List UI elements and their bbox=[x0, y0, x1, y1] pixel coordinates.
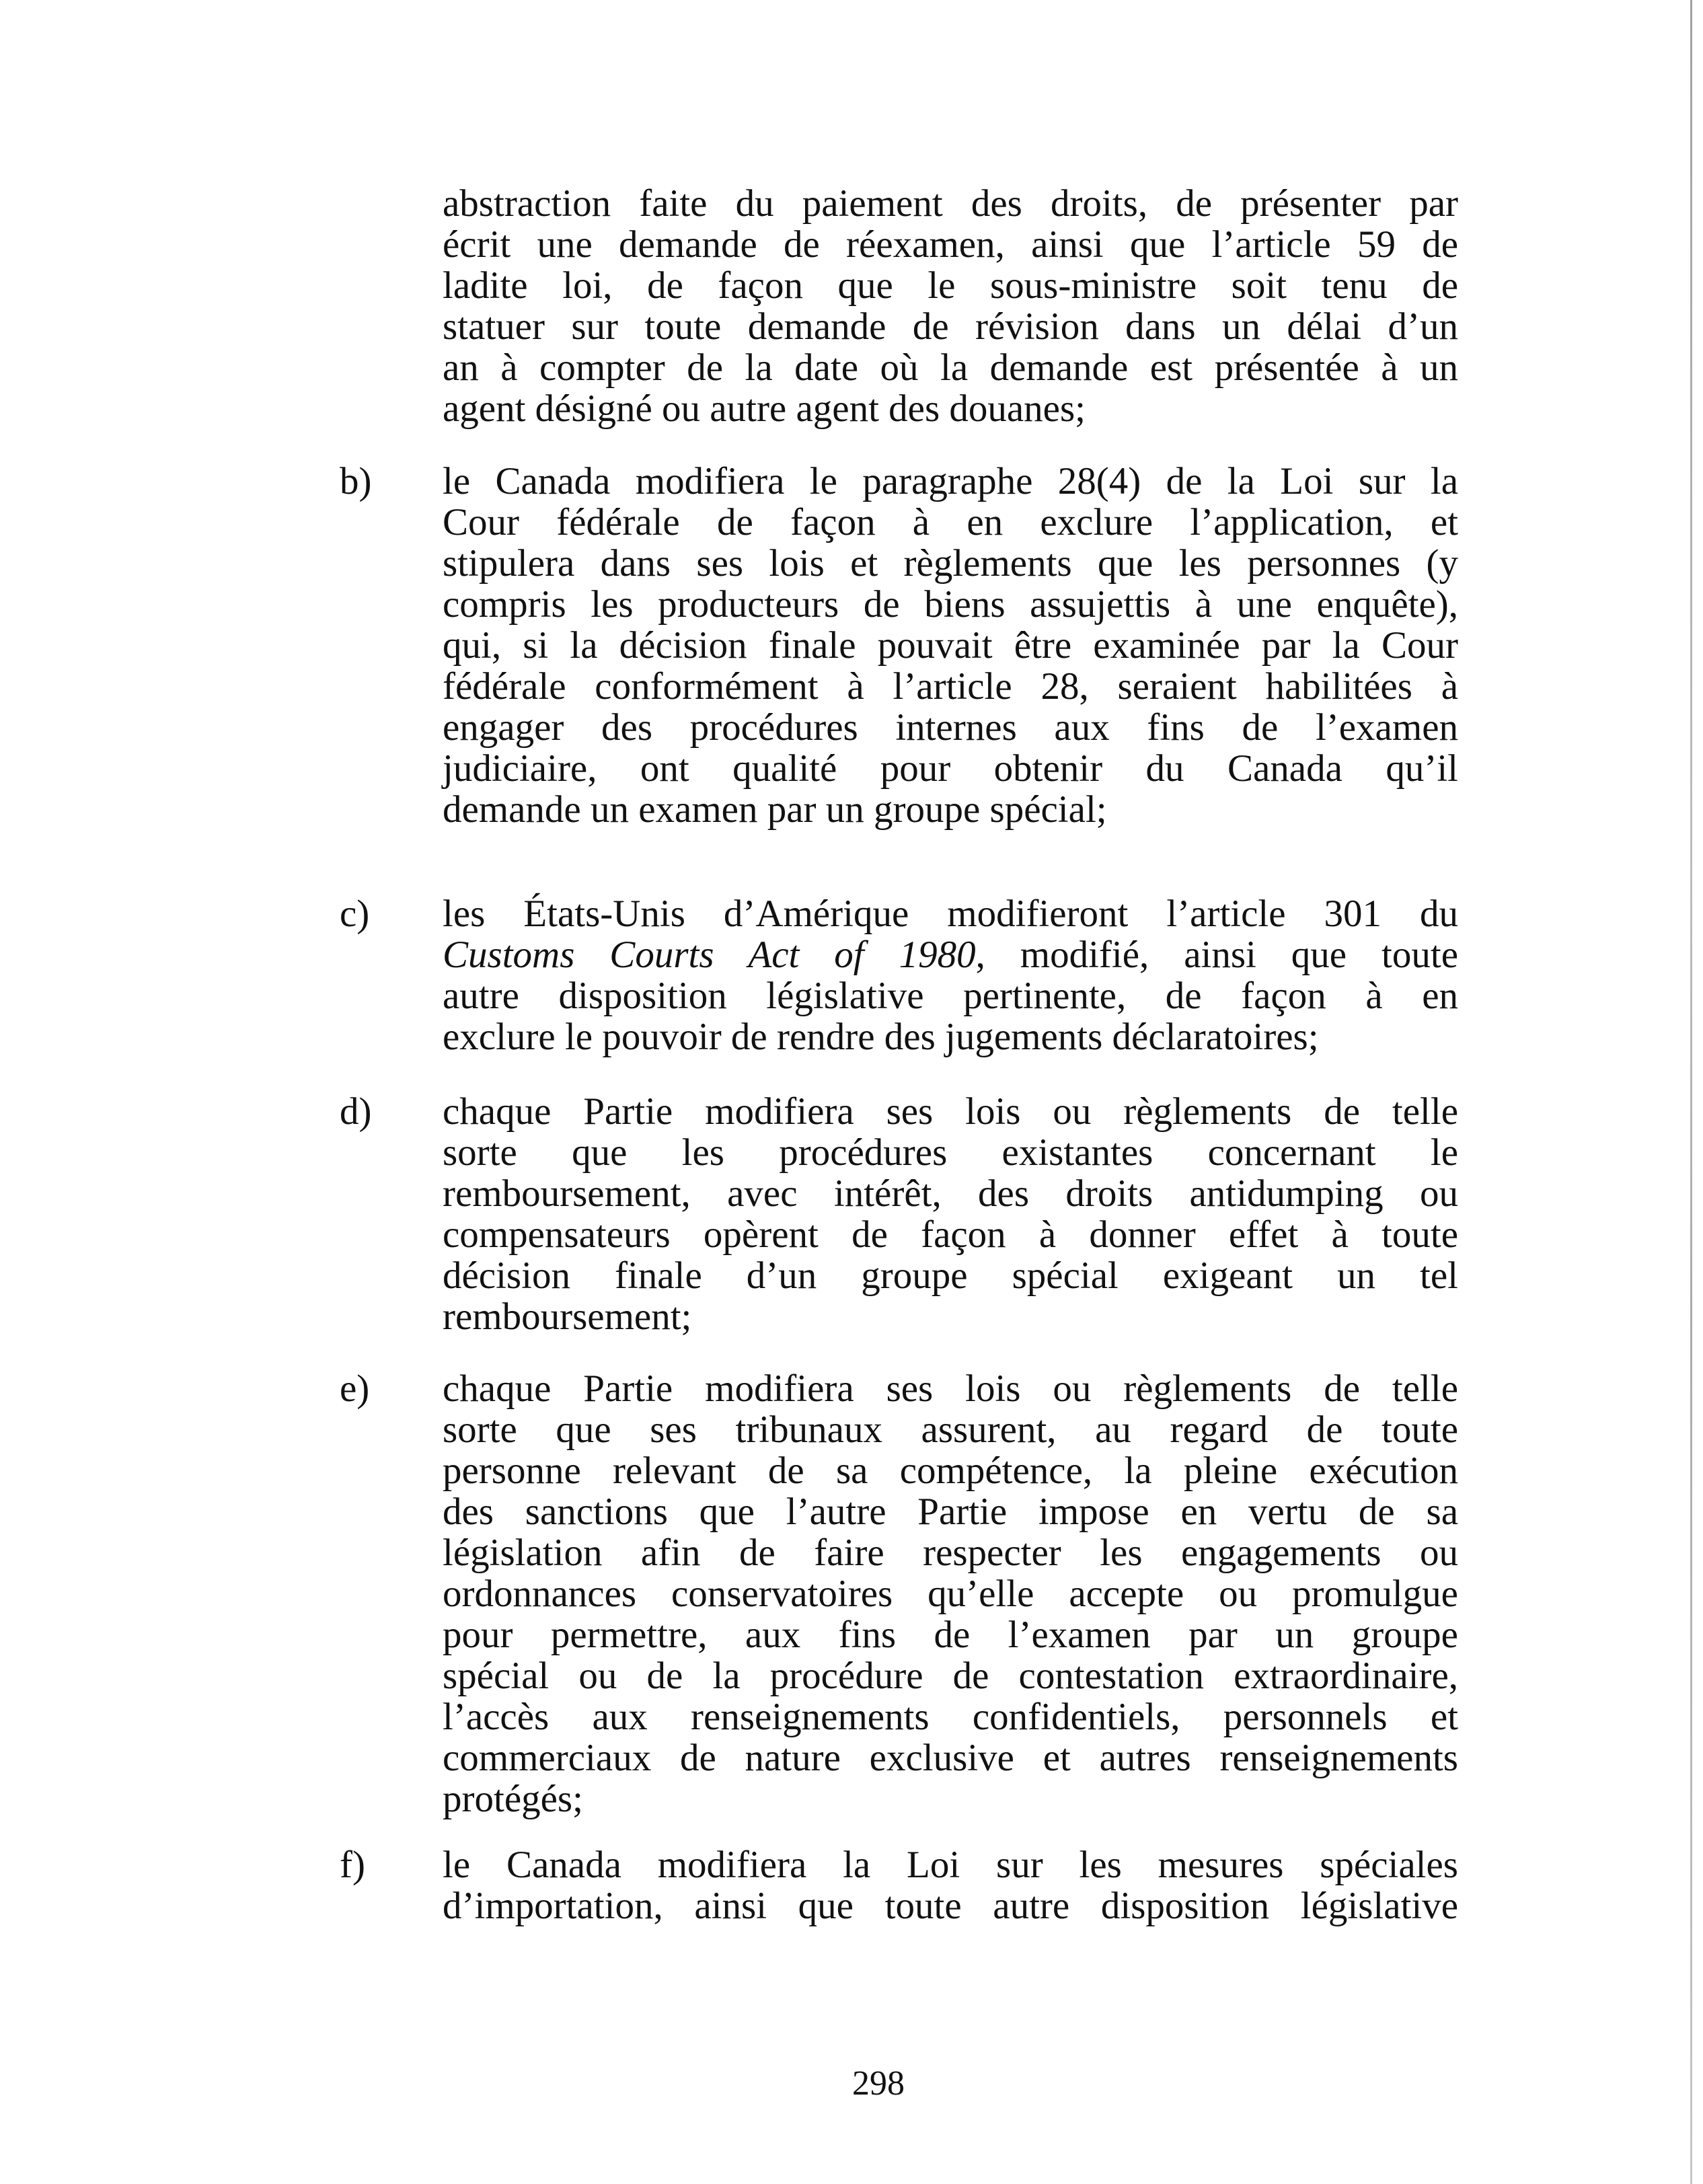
text-line: Cour fédérale de façon à en exclure l’application, et bbox=[443, 501, 1458, 543]
text-line: écrit une demande de réexamen, ainsi que l’article 59 de bbox=[443, 223, 1458, 266]
text-line: compensateurs opèrent de façon à donner effet à toute bbox=[443, 1213, 1458, 1256]
text-line: an à compter de la date où la demande est présentée à un bbox=[443, 346, 1458, 389]
item-label-c: c) bbox=[340, 893, 370, 935]
text-line: chaque Partie modifiera ses lois ou règlements de telle bbox=[443, 1367, 1458, 1410]
text-line: agent désigné ou autre agent des douanes; bbox=[443, 387, 1086, 430]
text-line: abstraction faite du paiement des droits, de présenter par bbox=[443, 182, 1458, 225]
text-line: ordonnances conservatoires qu’elle accepte ou promulgue bbox=[443, 1573, 1458, 1615]
text-line: l’accès aux renseignements confidentiels, personnels et bbox=[443, 1696, 1458, 1738]
text-line: exclure le pouvoir de rendre des jugements déclaratoires; bbox=[443, 1016, 1319, 1058]
text-line: sorte que ses tribunaux assurent, au regard de toute bbox=[443, 1408, 1458, 1451]
item-c-paragraph bbox=[443, 893, 1458, 1057]
intro-paragraph bbox=[443, 183, 1458, 429]
text-line: commerciaux de nature exclusive et autres renseignements bbox=[443, 1737, 1458, 1779]
text-line: pour permettre, aux fins de l’examen par un groupe bbox=[443, 1614, 1458, 1656]
item-d-paragraph bbox=[443, 1091, 1458, 1337]
page-number: 298 bbox=[852, 2064, 905, 2103]
item-label-d: d) bbox=[340, 1090, 372, 1133]
text-line: judiciaire, ont qualité pour obtenir du Canada qu’il bbox=[443, 747, 1458, 790]
text-line: remboursement; bbox=[443, 1295, 692, 1338]
text-line: stipulera dans ses lois et règlements que les personnes (y bbox=[443, 542, 1458, 585]
item-f-paragraph bbox=[443, 1844, 1458, 1926]
text-line: législation afin de faire respecter les engagements ou bbox=[443, 1532, 1458, 1574]
text-line: statuer sur toute demande de révision dans un délai d’un bbox=[443, 305, 1458, 348]
item-label-f: f) bbox=[340, 1844, 365, 1886]
text-line-with-italic bbox=[443, 934, 1458, 975]
text-line: personne relevant de sa compétence, la pleine exécution bbox=[443, 1449, 1458, 1492]
item-b-paragraph bbox=[443, 461, 1458, 830]
page-edge-shadow bbox=[1690, 0, 1692, 2184]
text-line: demande un examen par un groupe spécial; bbox=[443, 788, 1107, 831]
text-line: le Canada modifiera la Loi sur les mesures spéciales bbox=[443, 1844, 1458, 1886]
text-line: fédérale conformément à l’article 28, seraient habilitées à bbox=[443, 665, 1458, 708]
item-label-e: e) bbox=[340, 1367, 370, 1410]
text-line: d’importation, ainsi que toute autre disposition législative bbox=[443, 1885, 1458, 1927]
text-line: ladite loi, de façon que le sous-ministre soit tenu de bbox=[443, 264, 1458, 307]
text-line: engager des procédures internes aux fins de l’examen bbox=[443, 706, 1458, 749]
text-line: autre disposition législative pertinente, de façon à en bbox=[443, 975, 1458, 1017]
text-line: qui, si la décision finale pouvait être examinée par la Cour bbox=[443, 624, 1458, 667]
text-line: chaque Partie modifiera ses lois ou règlements de telle bbox=[443, 1090, 1458, 1133]
text-line: remboursement, avec intérêt, des droits antidumping ou bbox=[443, 1172, 1458, 1215]
text-line: protégés; bbox=[443, 1778, 583, 1820]
text-line: décision finale d’un groupe spécial exigeant un tel bbox=[443, 1254, 1458, 1297]
text-line: les États-Unis d’Amérique modifieront l’article 301 du bbox=[443, 893, 1458, 935]
text-line: compris les producteurs de biens assujettis à une enquête), bbox=[443, 583, 1458, 626]
item-label-b: b) bbox=[340, 460, 372, 502]
text-line: le Canada modifiera le paragraphe 28(4) de la Loi sur la bbox=[443, 460, 1458, 502]
text-fragment: , modifié, ainsi que toute bbox=[975, 934, 1458, 976]
text-line: spécial ou de la procédure de contestation extraordinaire, bbox=[443, 1655, 1458, 1697]
text-line: des sanctions que l’autre Partie impose en vertu de sa bbox=[443, 1491, 1458, 1533]
italic-title: Customs Courts Act of 1980 bbox=[443, 934, 976, 976]
text-line: sorte que les procédures existantes concernant le bbox=[443, 1131, 1458, 1174]
item-e-paragraph bbox=[443, 1368, 1458, 1819]
